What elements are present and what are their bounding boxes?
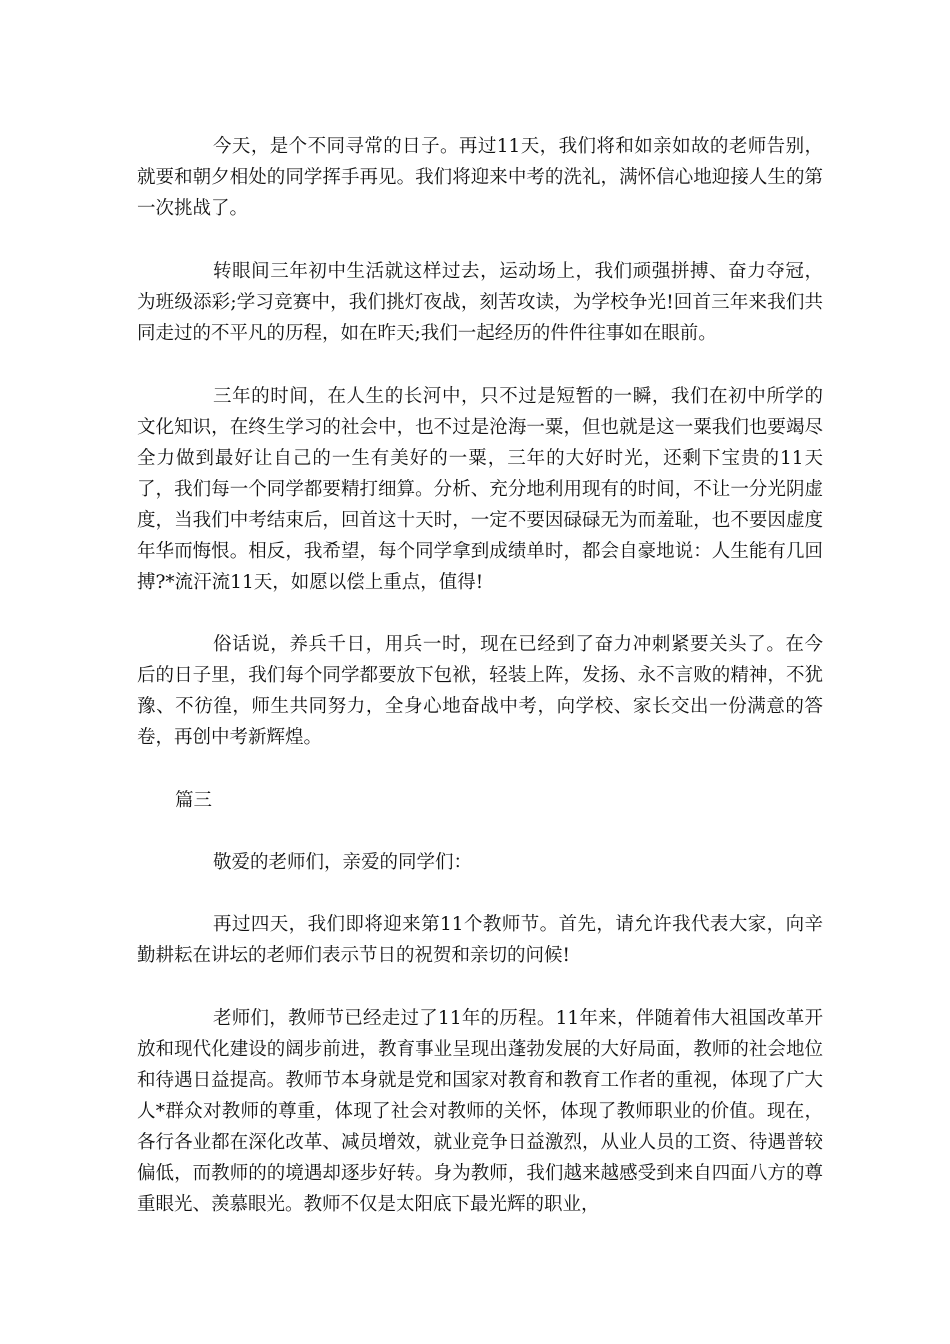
paragraph-3-block bbox=[137, 381, 823, 598]
paragraph-1-block bbox=[137, 131, 823, 224]
salutation: 敬爱的老师们，亲爱的同学们： bbox=[213, 852, 473, 873]
paragraph-2-block bbox=[137, 256, 823, 349]
paragraph-5-block bbox=[137, 909, 823, 971]
salutation-block bbox=[137, 847, 823, 878]
paragraph-4-block bbox=[137, 629, 823, 753]
paragraph-6-block bbox=[137, 1003, 823, 1220]
paragraph-1: 今天，是个不同寻常的日子。再过11天，我们将和如亲如故的老师告别，就要和朝夕相处的同学挥手再见。我们将迎来中考的洗礼，满怀信心地迎接人生的第一次挑战了。 bbox=[137, 136, 823, 219]
section-heading-block bbox=[137, 785, 823, 816]
paragraph-5: 再过四天，我们即将迎来第11个教师节。首先，请允许我代表大家，向辛勤耕耘在讲坛的老师们表示节日的祝贺和亲切的问候! bbox=[137, 914, 823, 966]
paragraph-6: 老师们，教师节已经走过了11年的历程。11年来，伴随着伟大祖国改革开放和现代化建设的阔步前进，教育事业呈现出蓬勃发展的大好局面，教师的社会地位和待遇日益提高。教师节本身就是党和国家对教育和教育工作者的重视，体现了广大人*群众对教师的尊重，体现了社会对教师的关怀，体现了教师职业的价值。现在，各行各业都在深化改革、减员增效，就业竞争日益激烈，从业人员的工资、待遇普较偏低，而教师的的境遇却逐步好转。身为教师，我们越来越感受到来自四面八方的尊重眼光、羡慕眼光。教师不仅是太阳底下最光辉的职业， bbox=[137, 1008, 823, 1215]
section-heading: 篇三 bbox=[175, 790, 213, 811]
paragraph-4: 俗话说，养兵千日，用兵一时，现在已经到了奋力冲刺紧要关头了。在今后的日子里，我们每个同学都要放下包袱，轻装上阵，发扬、永不言败的精神，不犹豫、不彷徨，师生共同努力，全身心地奋战中考，向学校、家长交出一份满意的答卷，再创中考新辉煌。 bbox=[137, 634, 823, 748]
paragraph-2: 转眼间三年初中生活就这样过去，运动场上，我们顽强拼搏、奋力夺冠，为班级添彩;学习竞赛中，我们挑灯夜战，刻苦攻读，为学校争光!回首三年来我们共同走过的不平凡的历程，如在昨天;我们一起经历的件件往事如在眼前。 bbox=[137, 261, 823, 344]
paragraph-3: 三年的时间，在人生的长河中，只不过是短暂的一瞬，我们在初中所学的文化知识，在终生学习的社会中，也不过是沧海一粟，但也就是这一粟我们也要竭尽全力做到最好让自己的一生有美好的一粟，三年的大好时光，还剩下宝贵的11天了，我们每一个同学都要精打细算。分析、充分地利用现有的时间，不让一分光阴虚度，当我们中考结束后，回首这十天时，一定不要因碌碌无为而羞耻，也不要因虚度年华而悔恨。相反，我希望，每个同学拿到成绩单时，都会自豪地说：人生能有几回搏?*流汗流11天，如愿以偿上重点，值得! bbox=[137, 386, 823, 593]
